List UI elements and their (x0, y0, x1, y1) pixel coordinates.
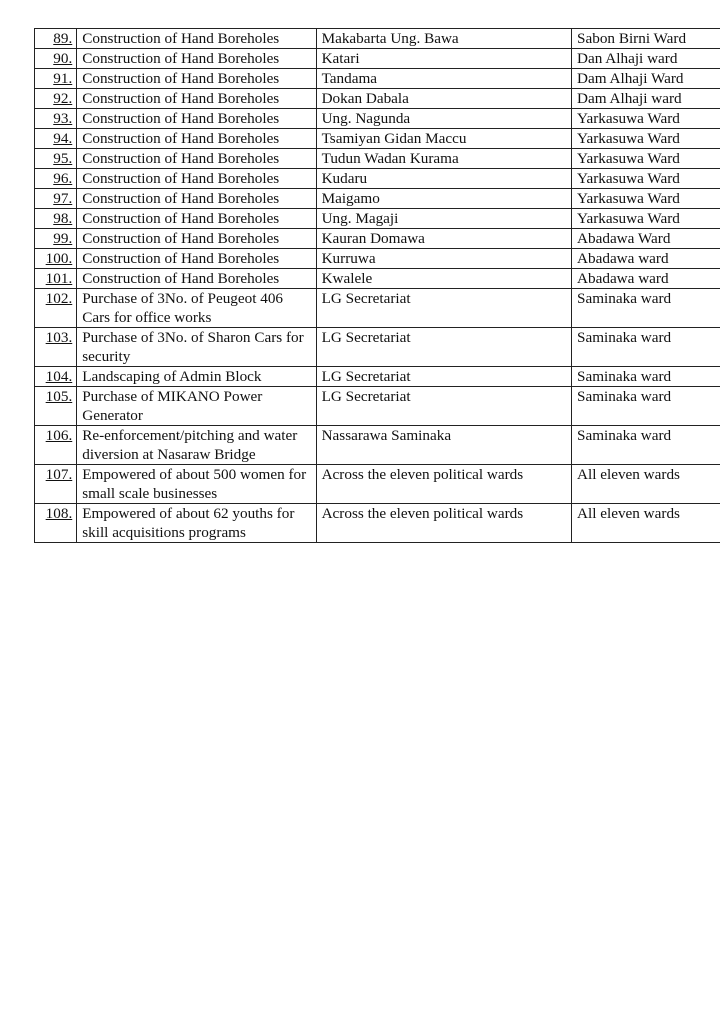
location-cell: LG Secretariat (316, 328, 571, 367)
ward-cell: Yarkasuwa Ward (572, 109, 720, 129)
location-cell: Kurruwa (316, 249, 571, 269)
table-row (35, 328, 720, 367)
project-cell: Construction of Hand Boreholes (77, 69, 316, 89)
project-cell: Purchase of MIKANO Power Generator (77, 387, 316, 426)
row-number: 99. (35, 229, 77, 249)
project-cell: Construction of Hand Boreholes (77, 269, 316, 289)
row-number: 103. (35, 328, 77, 367)
location-cell: Tudun Wadan Kurama (316, 149, 571, 169)
row-number: 104. (35, 367, 77, 387)
project-cell: Construction of Hand Boreholes (77, 189, 316, 209)
row-number: 106. (35, 426, 77, 465)
table-row (35, 289, 720, 328)
location-cell: Katari (316, 49, 571, 69)
row-number: 105. (35, 387, 77, 426)
location-cell: Tandama (316, 69, 571, 89)
row-number: 97. (35, 189, 77, 209)
row-number: 91. (35, 69, 77, 89)
table-row (35, 149, 720, 169)
table-row (35, 504, 720, 543)
ward-cell: Saminaka ward (572, 426, 720, 465)
row-number: 94. (35, 129, 77, 149)
project-cell: Construction of Hand Boreholes (77, 49, 316, 69)
location-cell: Across the eleven political wards (316, 465, 571, 504)
project-cell: Construction of Hand Boreholes (77, 249, 316, 269)
ward-cell: Dam Alhaji Ward (572, 69, 720, 89)
row-number: 100. (35, 249, 77, 269)
project-cell: Empowered of about 62 youths for skill acquisitions programs (77, 504, 316, 543)
project-cell: Construction of Hand Boreholes (77, 229, 316, 249)
table-row (35, 249, 720, 269)
location-cell: Kudaru (316, 169, 571, 189)
table-row (35, 269, 720, 289)
project-cell: Construction of Hand Boreholes (77, 129, 316, 149)
location-cell: Nassarawa Saminaka (316, 426, 571, 465)
project-cell: Construction of Hand Boreholes (77, 169, 316, 189)
ward-cell: Yarkasuwa Ward (572, 169, 720, 189)
ward-cell: Dan Alhaji ward (572, 49, 720, 69)
ward-cell: Yarkasuwa Ward (572, 209, 720, 229)
row-number: 98. (35, 209, 77, 229)
project-cell: Re-enforcement/pitching and water diversion at Nasaraw Bridge (77, 426, 316, 465)
table-row (35, 169, 720, 189)
project-cell: Purchase of 3No. of Sharon Cars for security (77, 328, 316, 367)
row-number: 92. (35, 89, 77, 109)
table-row (35, 426, 720, 465)
ward-cell: Yarkasuwa Ward (572, 129, 720, 149)
project-cell: Construction of Hand Boreholes (77, 89, 316, 109)
location-cell: Makabarta Ung. Bawa (316, 29, 571, 49)
project-cell: Empowered of about 500 women for small scale businesses (77, 465, 316, 504)
ward-cell: Abadawa Ward (572, 229, 720, 249)
location-cell: Ung. Nagunda (316, 109, 571, 129)
row-number: 95. (35, 149, 77, 169)
location-cell: LG Secretariat (316, 387, 571, 426)
ward-cell: Saminaka ward (572, 387, 720, 426)
table-row (35, 89, 720, 109)
project-cell: Construction of Hand Boreholes (77, 29, 316, 49)
ward-cell: Saminaka ward (572, 328, 720, 367)
project-cell: Construction of Hand Boreholes (77, 209, 316, 229)
ward-cell: Yarkasuwa Ward (572, 189, 720, 209)
ward-cell: Dam Alhaji ward (572, 89, 720, 109)
table-row (35, 465, 720, 504)
table-row (35, 129, 720, 149)
row-number: 93. (35, 109, 77, 129)
row-number: 101. (35, 269, 77, 289)
location-cell: Across the eleven political wards (316, 504, 571, 543)
ward-cell: Saminaka ward (572, 289, 720, 328)
location-cell: Ung. Magaji (316, 209, 571, 229)
projects-table (34, 28, 720, 543)
table-row (35, 49, 720, 69)
table-row (35, 209, 720, 229)
location-cell: Kauran Domawa (316, 229, 571, 249)
ward-cell: Abadawa ward (572, 269, 720, 289)
ward-cell: Sabon Birni Ward (572, 29, 720, 49)
row-number: 96. (35, 169, 77, 189)
location-cell: LG Secretariat (316, 289, 571, 328)
table-row (35, 69, 720, 89)
location-cell: LG Secretariat (316, 367, 571, 387)
project-cell: Construction of Hand Boreholes (77, 109, 316, 129)
ward-cell: Abadawa ward (572, 249, 720, 269)
ward-cell: All eleven wards (572, 504, 720, 543)
location-cell: Kwalele (316, 269, 571, 289)
row-number: 107. (35, 465, 77, 504)
project-cell: Landscaping of Admin Block (77, 367, 316, 387)
table-row (35, 387, 720, 426)
row-number: 102. (35, 289, 77, 328)
table-row (35, 367, 720, 387)
location-cell: Tsamiyan Gidan Maccu (316, 129, 571, 149)
row-number: 90. (35, 49, 77, 69)
table-row (35, 29, 720, 49)
row-number: 89. (35, 29, 77, 49)
project-cell: Construction of Hand Boreholes (77, 149, 316, 169)
table-row (35, 229, 720, 249)
location-cell: Maigamo (316, 189, 571, 209)
table-row (35, 189, 720, 209)
ward-cell: Saminaka ward (572, 367, 720, 387)
table-row (35, 109, 720, 129)
projects-table-body (35, 29, 720, 543)
ward-cell: Yarkasuwa Ward (572, 149, 720, 169)
location-cell: Dokan Dabala (316, 89, 571, 109)
ward-cell: All eleven wards (572, 465, 720, 504)
project-cell: Purchase of 3No. of Peugeot 406 Cars for office works (77, 289, 316, 328)
row-number: 108. (35, 504, 77, 543)
